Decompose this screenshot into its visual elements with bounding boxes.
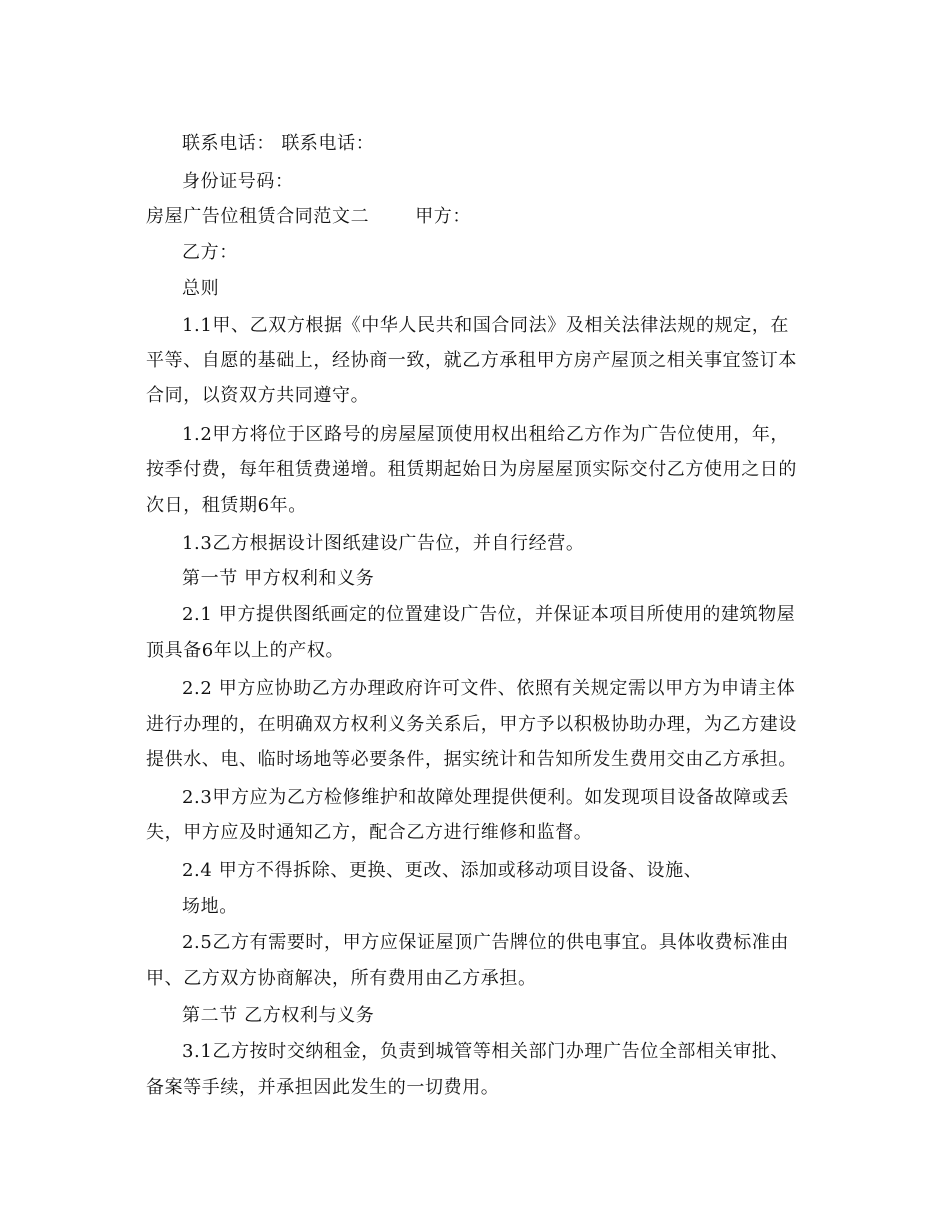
clause-2-2-cont: 进行办理的，在明确双方权利义务关系后，甲方予以积极协助办理，为乙方建设 [146,714,797,735]
clause-3-1: 3.1乙方按时交纳租金，负责到城管等相关部门办理广告位全部相关审批、 [182,1041,790,1062]
clause-1-3: 1.3乙方根据设计图纸建设广告位，并自行经营。 [182,533,585,554]
clause-1-2-cont: 按季付费，每年租赁费递增。租赁期起始日为房屋屋顶实际交付乙方使用之日的 [146,459,797,480]
clause-2-1-cont: 顶具备6年以上的产权。 [146,640,345,661]
clause-2-5: 2.5乙方有需要时，甲方应保证屋顶广告牌位的供电事宜。具体收费标准由 [182,932,790,953]
clause-3-1-cont: 备案等手续，并承担因此发生的一切费用。 [146,1077,500,1098]
clause-2-3-cont: 失，甲方应及时通知乙方，配合乙方进行维修和监督。 [146,822,593,843]
clause-1-1: 1.1甲、乙双方根据《中华人民共和国合同法》及相关法律法规的规定，在 [182,315,790,336]
section-general-heading: 总则 [182,278,220,299]
clause-2-2-cont: 提供水、电、临时场地等必要条件，据实统计和告知所发生费用交由乙方承担。 [146,749,797,770]
clause-1-1-cont: 平等、自愿的基础上，经协商一致，就乙方承租甲方房产屋顶之相关事宜签订本 [146,350,797,371]
clause-2-3: 2.3甲方应为乙方检修维护和故障处理提供便利。如发现项目设备故障或丢 [182,787,790,808]
section-2-heading: 第二节 乙方权利与义务 [182,1005,375,1026]
contact-phone-line: 联系电话： 联系电话： [182,133,375,154]
clause-1-2: 1.2甲方将位于区路号的房屋屋顶使用权出租给乙方作为广告位使用，年， [182,424,790,445]
party-a-label: 甲方： [415,206,472,227]
clause-2-4: 2.4 甲方不得拆除、更换、更改、添加或移动项目设备、设施、 [182,860,703,881]
id-number-line: 身份证号码： [182,171,294,192]
clause-1-1-cont: 合同，以资双方共同遵守。 [146,385,370,406]
title-and-party-a-line [146,206,471,228]
party-b-label: 乙方： [182,242,238,263]
clause-2-1: 2.1 甲方提供图纸画定的位置建设广告位，并保证本项目所使用的建筑物屋 [182,604,796,625]
clause-1-2-cont: 次日，租赁期6年。 [146,495,307,516]
clause-2-5-cont: 甲、乙方双方协商解决，所有费用由乙方承担。 [146,968,537,989]
clause-2-2: 2.2 甲方应协助乙方办理政府许可文件、依照有关规定需以甲方为申请主体 [182,678,796,699]
document-title: 房屋广告位租赁合同范文二 [146,206,370,227]
section-1-heading: 第一节 甲方权利和义务 [182,568,375,589]
clause-2-4-cont: 场地。 [182,896,238,917]
